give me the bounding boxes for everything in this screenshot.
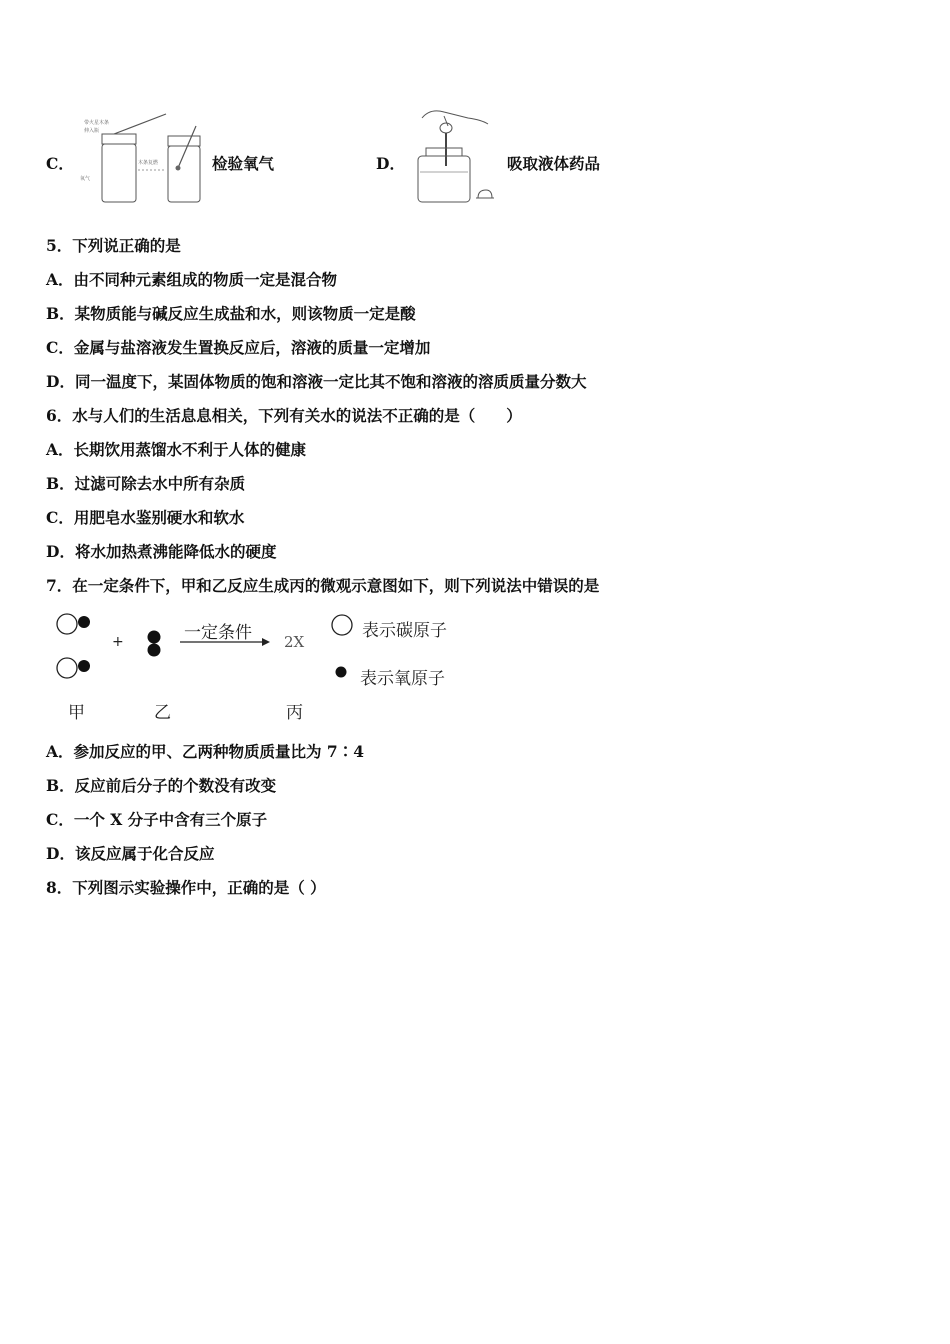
question-7-option-c: C．一个 X 分子中含有三个原子 [46, 810, 268, 829]
question-5-stem: 5．下列说正确的是 [46, 236, 181, 255]
question-7-option-d: D．该反应属于化合反应 [46, 844, 215, 863]
question-5-option-a: A．由不同种元素组成的物质一定是混合物 [46, 270, 338, 289]
carbon-atom [57, 614, 77, 634]
dropper-illustration [408, 104, 498, 208]
question-6-option-b: B．过滤可除去水中所有杂质 [46, 474, 246, 493]
oxygen-atom [148, 631, 161, 644]
carbon-legend-label: 表示碳原子 [362, 621, 447, 641]
question-7-option-b: B．反应前后分子的个数没有改变 [46, 776, 277, 795]
question-6-stem: 6．水与人们的生活息息相关，下列有关水的说法不正确的是（ ） [46, 406, 522, 425]
svg-text:带火星木条: 带火星木条 [84, 120, 110, 126]
question-6-option-c: C．用肥皂水鉴别硬水和软水 [46, 508, 245, 527]
carbon-atom [57, 658, 77, 678]
option-d-letter: D． [376, 154, 405, 173]
oxygen-legend-label: 表示氧原子 [360, 669, 445, 689]
oxygen-atom [78, 616, 90, 628]
oxygen-atom [78, 660, 90, 672]
question-5-option-c: C．金属与盐溶液发生置换反应后，溶液的质量一定增加 [46, 338, 431, 357]
oxygen-atom [148, 644, 161, 657]
svg-text:氧气: 氧气 [80, 176, 91, 182]
oxygen-legend-icon [336, 667, 347, 678]
arrow-head-icon [262, 638, 270, 646]
reaction-condition: 一定条件 [184, 623, 252, 643]
svg-text:伸入瓶: 伸入瓶 [84, 128, 100, 134]
question-6-option-d: D．将水加热煮沸能降低水的硬度 [46, 542, 277, 561]
label-yi: 乙 [154, 703, 171, 723]
plus-sign: + [112, 634, 124, 650]
product-label: 2X [284, 633, 305, 651]
question-5-option-b: B．某物质能与碱反应生成盐和水，则该物质一定是酸 [46, 304, 416, 323]
label-bing: 丙 [286, 703, 303, 723]
carbon-legend-icon [332, 615, 352, 635]
question-7-option-a: A．参加反应的甲、乙两种物质质量比为 7∶4 [46, 742, 364, 761]
reaction-diagram [50, 604, 470, 722]
question-5-option-d: D．同一温度下，某固体物质的饱和溶液一定比其不饱和溶液的溶质质量分数大 [46, 372, 587, 391]
option-c-caption: 检验氧气 [212, 154, 275, 173]
option-d-caption: 吸取液体药品 [507, 154, 601, 173]
question-7-stem: 7．在一定条件下，甲和乙反应生成丙的微观示意图如下，则下列说法中错误的是 [46, 576, 600, 595]
svg-text:木条复燃: 木条复燃 [138, 160, 159, 166]
oxygen-test-illustration [78, 112, 208, 208]
label-jia: 甲 [68, 703, 85, 723]
question-8-stem: 8．下列图示实验操作中，正确的是（ ） [46, 878, 326, 897]
question-6-option-a: A．长期饮用蒸馏水不利于人体的健康 [46, 440, 307, 459]
option-c-letter: C． [46, 154, 74, 173]
